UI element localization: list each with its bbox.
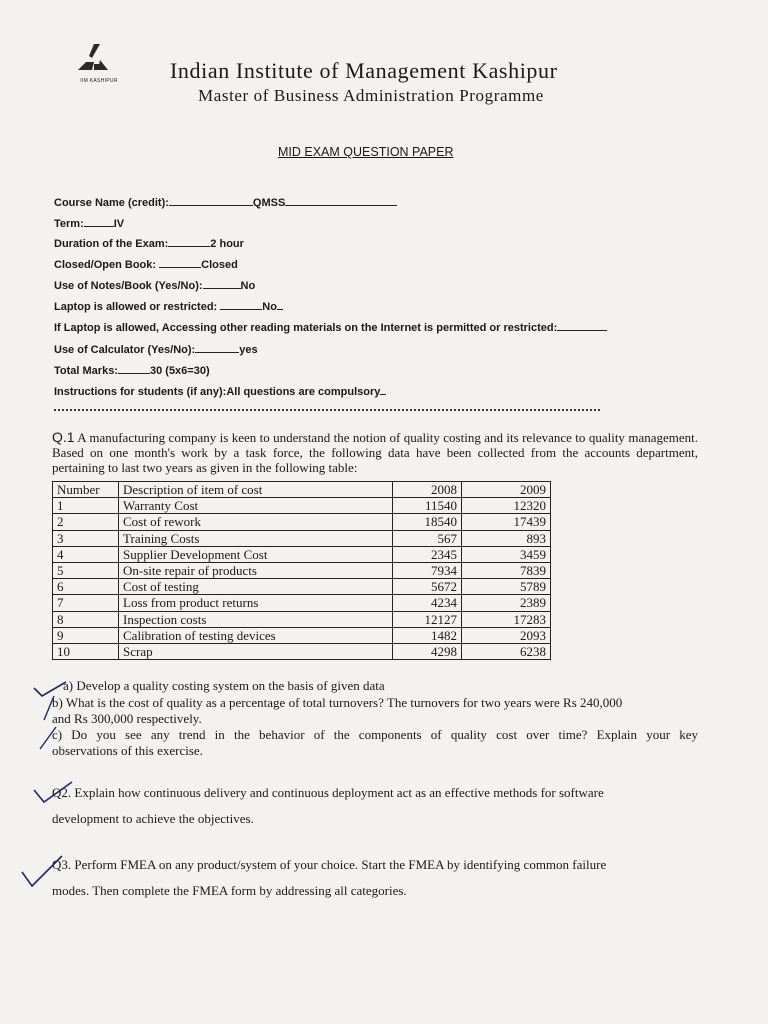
section-divider — [54, 409, 600, 411]
cost-table — [52, 481, 551, 660]
table-cell: Calibration of testing devices — [119, 627, 393, 643]
table-cell: 5789 — [462, 579, 551, 595]
table-cell: 2345 — [393, 546, 462, 562]
table-header-cell: Description of item of cost — [119, 482, 393, 498]
term-value: IV — [113, 218, 125, 230]
notes-value: No — [240, 280, 256, 292]
table-row — [53, 546, 551, 562]
duration-value: 2 hour — [210, 238, 244, 250]
question-1-number: Q.1 — [52, 429, 75, 445]
question-1-text — [52, 430, 698, 475]
table-cell: 17283 — [462, 611, 551, 627]
question-1-part-c-line-2: observations of this exercise. — [52, 743, 203, 758]
table-cell: 6 — [53, 579, 119, 595]
instructions-label: Instructions for students (if any): — [54, 386, 227, 398]
table-cell: Warranty Cost — [119, 498, 393, 514]
marks-line — [54, 363, 210, 377]
table-cell: Loss from product returns — [119, 595, 393, 611]
table-cell: 7934 — [393, 562, 462, 578]
table-cell: 2 — [53, 514, 119, 530]
instructions-line — [54, 384, 386, 398]
institute-name: Indian Institute of Management Kashipur — [170, 58, 558, 83]
question-3-line-1: Q3. Perform FMEA on any product/system of your choice. Start the FMEA by identifying common failure — [52, 857, 607, 872]
term-label: Term: — [54, 218, 84, 230]
book-line — [54, 257, 238, 271]
table-row — [53, 498, 551, 514]
calculator-label: Use of Calculator (Yes/No): — [54, 344, 196, 356]
table-cell: On-site repair of products — [119, 562, 393, 578]
table-header-cell: 2008 — [393, 482, 462, 498]
table-cell: 9 — [53, 627, 119, 643]
table-cell: 1482 — [393, 627, 462, 643]
table-cell: 12127 — [393, 611, 462, 627]
question-1-part-b-line-1: b) What is the cost of quality as a percentage of total turnovers? The turnovers for two years were Rs 240,000 — [52, 695, 623, 710]
course-line — [54, 195, 397, 209]
check-mark-icon — [18, 852, 68, 890]
table-cell: 2093 — [462, 627, 551, 643]
programme-name: Master of Business Administration Programme — [198, 86, 544, 105]
table-row — [53, 514, 551, 530]
table-row — [53, 595, 551, 611]
table-cell: Scrap — [119, 643, 393, 659]
table-header-cell: Number — [53, 482, 119, 498]
question-3-line-2: modes. Then complete the FMEA form by addressing all categories. — [52, 883, 407, 898]
table-cell: 2389 — [462, 595, 551, 611]
laptop-label: Laptop is allowed or restricted: — [54, 301, 221, 313]
laptop-line — [54, 299, 283, 313]
calculator-value: yes — [239, 344, 258, 356]
calculator-line — [54, 342, 258, 356]
question-3 — [52, 852, 692, 904]
table-cell: 17439 — [462, 514, 551, 530]
table-row — [53, 611, 551, 627]
table-cell: 8 — [53, 611, 119, 627]
table-cell: 4234 — [393, 595, 462, 611]
table-row — [53, 579, 551, 595]
duration-label: Duration of the Exam: — [54, 238, 169, 250]
pen-stroke-icon — [36, 725, 60, 753]
check-mark-icon — [30, 780, 78, 806]
table-cell: 10 — [53, 643, 119, 659]
question-2 — [52, 780, 692, 832]
term-line — [54, 216, 124, 230]
table-cell: 3459 — [462, 546, 551, 562]
table-cell: 1 — [53, 498, 119, 514]
book-value: Closed — [201, 259, 238, 271]
table-cell: Supplier Development Cost — [119, 546, 393, 562]
table-cell: Cost of rework — [119, 514, 393, 530]
laptop-value: No — [262, 301, 277, 313]
table-header-cell: 2009 — [462, 482, 551, 498]
marks-label: Total Marks: — [54, 365, 118, 377]
question-1-part-a: a) Develop a quality costing system on the basis of given data — [63, 678, 385, 693]
table-row — [53, 562, 551, 578]
table-cell: 4298 — [393, 643, 462, 659]
table-row — [53, 643, 551, 659]
table-cell: 7 — [53, 595, 119, 611]
table-cell: 567 — [393, 530, 462, 546]
laptop-internet-line — [54, 320, 607, 334]
table-cell: 5 — [53, 562, 119, 578]
question-1-body: A manufacturing company is keen to understand the notion of quality costing and its relevance to quality management. Based on one month's work by a task force, the following data have been collected from the accounts department, pertaining to last two years as given in the following table: — [52, 430, 698, 475]
table-cell: 5672 — [393, 579, 462, 595]
notes-label: Use of Notes/Book (Yes/No): — [54, 280, 203, 292]
table-cell: 7839 — [462, 562, 551, 578]
notes-line — [54, 278, 255, 292]
logo-caption: IIM KASHIPUR — [80, 78, 118, 84]
table-row — [53, 627, 551, 643]
question-2-line-1: Q2. Explain how continuous delivery and continuous deployment act as an effective methods for software — [52, 785, 604, 800]
exam-title: MID EXAM QUESTION PAPER — [278, 145, 454, 159]
question-2-line-2: development to achieve the objectives. — [52, 811, 254, 826]
table-row — [53, 530, 551, 546]
table-cell: 11540 — [393, 498, 462, 514]
instructions-value: All questions are compulsory — [226, 386, 381, 398]
table-cell: 12320 — [462, 498, 551, 514]
table-header-row — [53, 482, 551, 498]
question-1-part-c-line-1: c) Do you see any trend in the behavior of the components of quality cost over time? Explain your key — [52, 727, 698, 742]
table-cell: 3 — [53, 530, 119, 546]
book-label: Closed/Open Book: — [54, 259, 160, 271]
table-cell: Inspection costs — [119, 611, 393, 627]
marks-value: 30 (5x6=30) — [149, 365, 210, 377]
pen-stroke-icon — [40, 694, 58, 724]
table-cell: 893 — [462, 530, 551, 546]
table-cell: 18540 — [393, 514, 462, 530]
question-1-part-b-line-2: and Rs 300,000 respectively. — [52, 711, 202, 726]
course-value: QMSS — [252, 197, 286, 209]
duration-line — [54, 236, 244, 250]
table-cell: 4 — [53, 546, 119, 562]
table-cell: 6238 — [462, 643, 551, 659]
laptop-internet-label: If Laptop is allowed, Accessing other reading materials on the Internet is permitted or restricted: — [54, 322, 558, 334]
table-cell: Training Costs — [119, 530, 393, 546]
course-label: Course Name (credit): — [54, 197, 169, 209]
table-cell: Cost of testing — [119, 579, 393, 595]
